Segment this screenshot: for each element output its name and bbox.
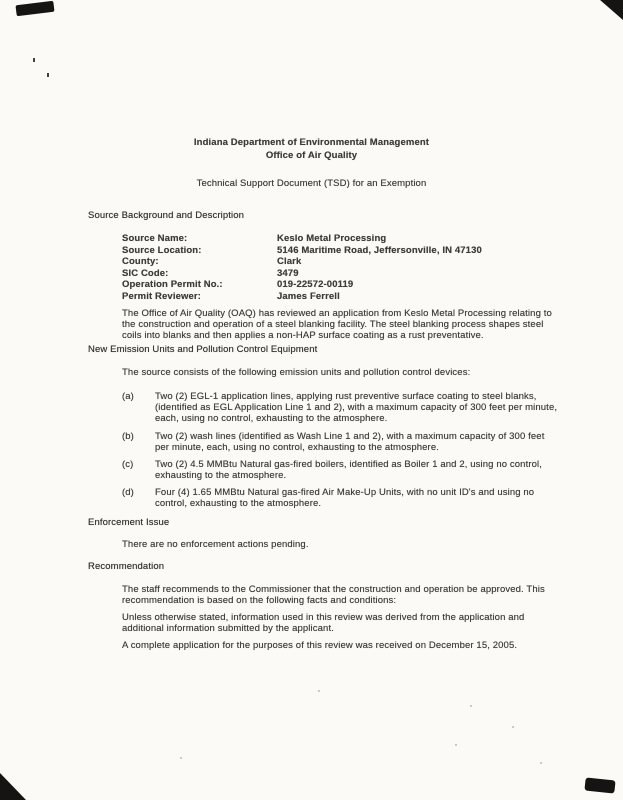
section-heading-emission-units: New Emission Units and Pollution Control Equipment — [88, 344, 318, 355]
emission-unit-item-text: Two (2) wash lines (identified as Wash Line 1 and 2), with a maximum capacity of 300 feet per minute, each, using no control, exhausting to the atmosphere. — [155, 431, 545, 453]
emission-unit-item-a — [122, 391, 560, 424]
field-row — [122, 245, 572, 257]
emission-unit-item-label: (d) — [122, 487, 134, 498]
field-row — [122, 233, 572, 245]
office-name: Office of Air Quality — [265, 150, 358, 161]
field-label-permit-no: Operation Permit No.: — [122, 279, 223, 291]
emission-unit-item-text: Four (4) 1.65 MMBtu Natural gas-fired Air Make-Up Units, with no unit ID's and using no control, exhausting to the atmosphere. — [155, 487, 535, 509]
scan-artifact-bottom-left — [0, 770, 26, 800]
agency-name: Indiana Department of Environmental Management — [193, 137, 430, 148]
field-label-county: County: — [122, 256, 159, 268]
field-label-permit-reviewer: Permit Reviewer: — [122, 290, 202, 302]
emission-unit-item-label: (a) — [122, 391, 134, 402]
section-heading-enforcement: Enforcement Issue — [88, 517, 170, 528]
emission-unit-item-text: Two (2) EGL-1 application lines, applying rust preventive surface coating to steel blanks, (identified as EGL Application Line 1 and 2), with a maximum capacity of 300 feet per minute, each, using no control, exhausting to the atmosphere. — [155, 391, 558, 424]
scan-artifact-top-left — [15, 1, 54, 17]
field-label-source-location: Source Location: — [122, 244, 202, 256]
field-value-county: Clark — [277, 256, 302, 268]
emission-unit-item-c — [122, 459, 560, 481]
document-title: Technical Support Document (TSD) for an Exemption — [196, 178, 427, 189]
field-label-source-name: Source Name: — [122, 233, 188, 244]
field-row — [122, 291, 572, 303]
field-value-source-location: 5146 Maritime Road, Jeffersonville, IN 47130 — [277, 244, 482, 256]
recommendation-paragraph-2: Unless otherwise stated, information used in this review was derived from the application and additional information submitted by the applicant. — [122, 612, 525, 634]
recommendation-paragraph-3: A complete application for the purposes of this review was received on December 15, 2005. — [122, 640, 518, 651]
field-row — [122, 268, 572, 280]
recommendation-paragraph-1: The staff recommends to the Commissioner that the construction and operation be approved. This recommendation is based on the following facts and conditions: — [122, 584, 545, 606]
emission-unit-item-label: (b) — [122, 431, 134, 442]
field-row — [122, 279, 572, 291]
scan-mark-quote-1 — [33, 58, 35, 62]
field-value-permit-no: 019-22572-00119 — [277, 279, 354, 291]
emission-units-intro: The source consists of the following emission units and pollution control devices: — [122, 367, 471, 378]
enforcement-text: There are no enforcement actions pending. — [122, 539, 309, 550]
emission-unit-item-d — [122, 487, 560, 509]
field-label-sic-code: SIC Code: — [122, 267, 169, 279]
section-heading-source-background: Source Background and Description — [88, 210, 245, 221]
scan-speck — [512, 726, 514, 728]
field-row — [122, 256, 572, 268]
scan-speck — [180, 757, 182, 759]
source-background-paragraph: The Office of Air Quality (OAQ) has reviewed an application from Keslo Metal Processing relating to the construction and operation of a steel blanking facility. The steel blanking process shapes steel coils into blanks and then applies a non-HAP surface coating as a rust preventative. — [122, 308, 552, 341]
scan-mark-quote-2 — [47, 73, 49, 77]
emission-unit-item-b — [122, 431, 560, 453]
scan-speck — [470, 705, 472, 707]
scan-artifact-top-right — [596, 0, 623, 20]
scan-speck — [318, 690, 320, 692]
section-heading-recommendation: Recommendation — [88, 561, 165, 572]
field-value-source-name: Keslo Metal Processing — [277, 233, 387, 244]
emission-unit-item-label: (c) — [122, 459, 134, 470]
source-fields — [122, 233, 572, 303]
field-value-permit-reviewer: James Ferrell — [277, 290, 340, 302]
scan-speck — [540, 762, 542, 764]
field-value-sic-code: 3479 — [277, 267, 299, 279]
scan-artifact-bottom-right — [584, 777, 615, 793]
emission-unit-item-text: Two (2) 4.5 MMBtu Natural gas-fired boilers, identified as Boiler 1 and 2, using no control, exhausting to the atmosphere. — [155, 459, 543, 481]
scan-speck — [455, 744, 457, 746]
